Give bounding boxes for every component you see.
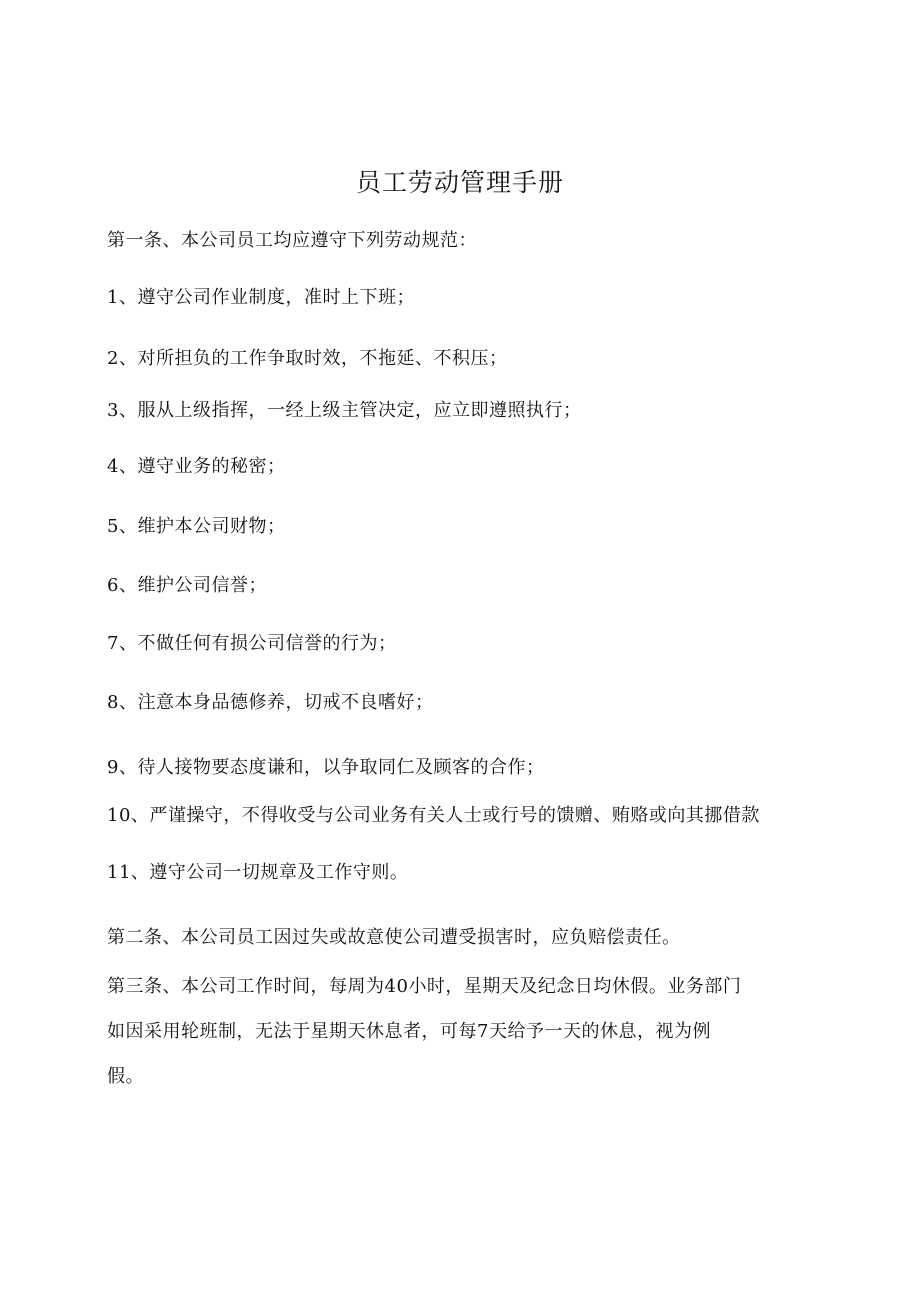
article-1-item-9: 9、待人接物要态度谦和，以争取同仁及顾客的合作；	[107, 757, 545, 778]
article-1-item-4: 4、遵守业务的秘密；	[107, 456, 286, 477]
article-1-item-2: 2、对所担负的工作争取时效，不拖延、不积压；	[107, 348, 508, 369]
article-1-item-6: 6、维护公司信誉；	[107, 575, 267, 596]
article-1-item-7: 7、不做任何有损公司信誉的行为；	[107, 633, 397, 654]
article-3-line-1: 第三条、本公司工作时间，每周为40小时，星期天及纪念日均休假。业务部门	[107, 976, 742, 997]
article-1-item-3: 3、服从上级指挥，一经上级主管决定，应立即遵照执行；	[107, 400, 582, 421]
article-2: 第二条、本公司员工因过失或故意使公司遭受损害时，应负赔偿责任。	[107, 927, 681, 948]
document-title: 员工劳动管理手册	[355, 168, 564, 197]
article-1-item-10: 10、严谨操守，不得收受与公司业务有关人士或行号的馈赠、贿赂或向其挪借款	[107, 805, 760, 826]
article-1-item-8: 8、注意本身品德修养，切戒不良嗜好；	[107, 692, 434, 713]
article-1-item-5: 5、维护本公司财物；	[107, 516, 286, 537]
article-1-item-11: 11、遵守公司一切规章及工作守则。	[107, 862, 409, 883]
article-3-line-3: 假。	[107, 1066, 144, 1087]
article-1-item-1: 1、遵守公司作业制度，准时上下班；	[107, 287, 415, 308]
article-3-line-2: 如因采用轮班制，无法于星期天休息者，可每7天给予一天的休息，视为例	[107, 1021, 711, 1042]
article-1-intro: 第一条、本公司员工均应遵守下列劳动规范：	[107, 230, 477, 251]
